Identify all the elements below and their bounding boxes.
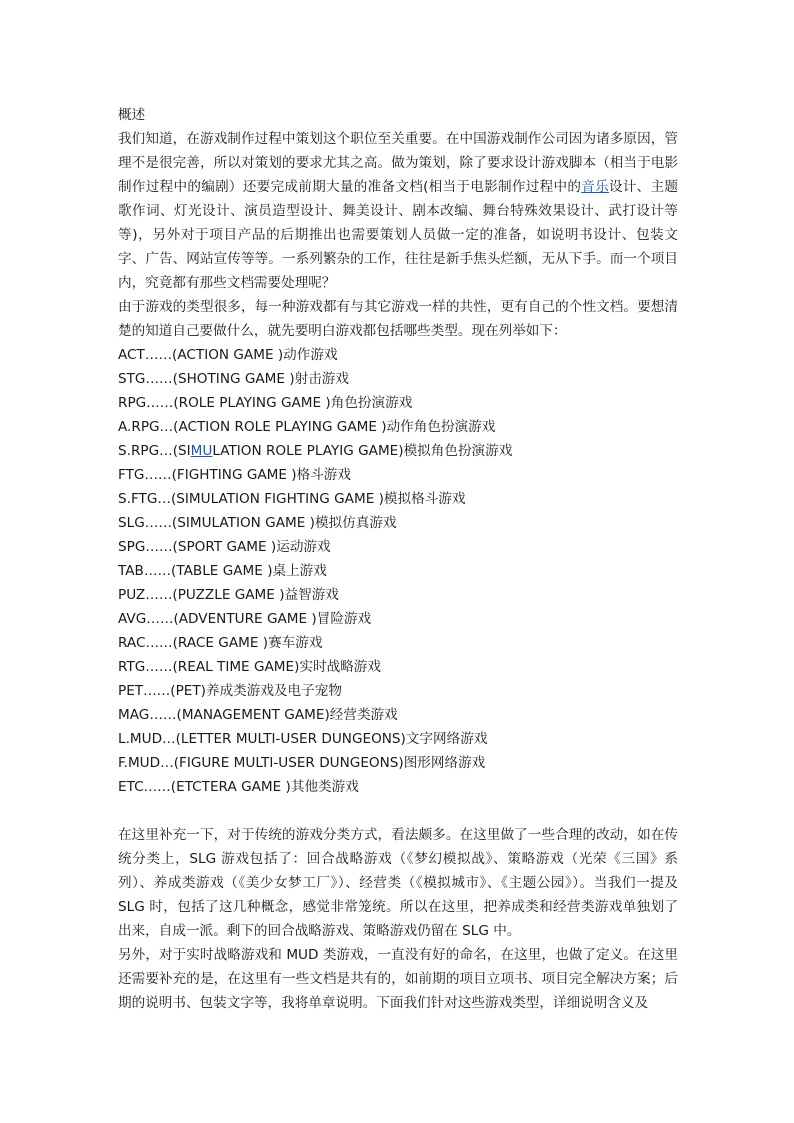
game-type-list: [118, 343, 678, 799]
srpg-text-before-link: S.RPG…(SI: [118, 443, 191, 459]
game-type-arpg: A.RPG…(ACTION ROLE PLAYING GAME )动作角色扮演游戏: [118, 419, 496, 435]
game-type-avg: AVG……(ADVENTURE GAME )冒险游戏: [118, 611, 372, 627]
game-type-puz: PUZ……(PUZZLE GAME )益智游戏: [118, 587, 339, 603]
game-type-spg: SPG……(SPORT GAME )运动游戏: [118, 539, 331, 555]
types-intro-paragraph: 由于游戏的类型很多，每一种游戏都有与其它游戏一样的共性，更有自己的个性文档。要想清楚的知道自己要做什么，就先要明白游戏都包括哪些类型。现在列举如下：: [118, 299, 678, 339]
mu-link[interactable]: MU: [190, 443, 213, 459]
game-type-pet: PET……(PET)养成类游戏及电子宠物: [118, 683, 342, 699]
game-type-srpg: [118, 439, 678, 463]
game-type-act: ACT……(ACTION GAME )动作游戏: [118, 347, 338, 363]
game-type-mag: MAG……(MANAGEMENT GAME)经营类游戏: [118, 707, 398, 723]
intro-paragraph: [118, 127, 678, 295]
additional-paragraph: 另外，对于实时战略游戏和 MUD 类游戏，一直没有好的命名，在这里，也做了定义。在这里还需要补充的是，在这里有一些文档是共有的，如前期的项目立项书、项目完全解决方案；后期的说明书、包装文字等，我将单章说明。下面我们针对这些游戏类型，详细说明含义及: [118, 947, 678, 1011]
game-type-rpg: RPG……(ROLE PLAYING GAME )角色扮演游戏: [118, 395, 413, 411]
game-type-fmud: F.MUD…(FIGURE MULTI-USER DUNGEONS)图形网络游戏: [118, 755, 486, 771]
game-type-tab: TAB……(TABLE GAME )桌上游戏: [118, 563, 327, 579]
supplement-paragraph: 在这里补充一下，对于传统的游戏分类方式，看法颇多。在这里做了一些合理的改动，如在传统分类上，SLG 游戏包括了：回合战略游戏（《梦幻模拟战》、策略游戏（光荣《三国》系列）、养成类游戏（《美少女梦工厂》）、经营类（《模拟城市》、《主题公园》）。当我们一提及 SLG 时，包括了这几种概念，感觉非常笼统。所以在这里，把养成类和经营类游戏单独划了出来，自成一派。剩下的回合战略游戏、策略游戏仍留在 SLG 中。: [118, 827, 678, 939]
intro-text-after-link: 设计、主题歌作词、灯光设计、演员造型设计、舞美设计、剧本改编、舞台特殊效果设计、武打设计等等)，另外对于项目产品的后期推出也需要策划人员做一定的准备，如说明书设计、包装文字、广告、网站宣传等等。一系列繁杂的工作，往往是新手焦头烂额，无从下手。而一个项目内，究竟都有那些文档需要处理呢？: [118, 179, 678, 291]
game-type-lmud: L.MUD…(LETTER MULTI-USER DUNGEONS)文字网络游戏: [118, 731, 488, 747]
game-type-stg: STG……(SHOTING GAME )射击游戏: [118, 371, 349, 387]
game-type-ftg: FTG……(FIGHTING GAME )格斗游戏: [118, 467, 351, 483]
game-type-sftg: S.FTG…(SIMULATION FIGHTING GAME )模拟格斗游戏: [118, 491, 466, 507]
section-title: 概述: [118, 107, 146, 123]
game-type-slg: SLG……(SIMULATION GAME )模拟仿真游戏: [118, 515, 397, 531]
music-link[interactable]: 音乐: [581, 179, 609, 195]
game-type-rtg: RTG……(REAL TIME GAME)实时战略游戏: [118, 659, 381, 675]
paragraph-spacer: [118, 799, 678, 823]
document-page: [118, 103, 678, 1015]
srpg-text-after-link: LATION ROLE PLAYIG GAME)模拟角色扮演游戏: [212, 443, 513, 459]
game-type-etc: ETC……(ETCTERA GAME )其他类游戏: [118, 779, 359, 795]
intro-text-before-link: 我们知道，在游戏制作过程中策划这个职位至关重要。在中国游戏制作公司因为诸多原因，管理不是很完善，所以对策划的要求尤其之高。做为策划，除了要求设计游戏脚本（相当于电影制作过程中的编剧）还要完成前期大量的准备文档(相当于电影制作过程中的: [118, 131, 678, 195]
game-type-rac: RAC……(RACE GAME )赛车游戏: [118, 635, 323, 651]
